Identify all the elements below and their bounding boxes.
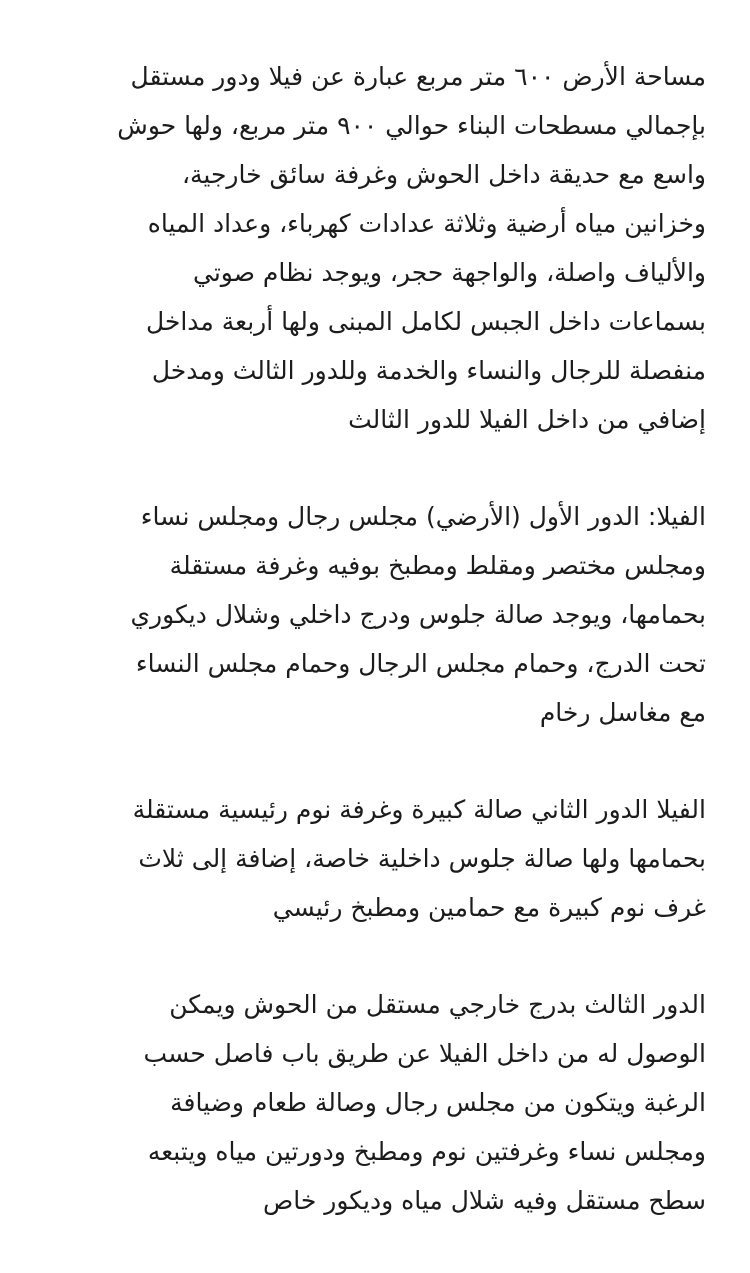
text-line: الفيلا: الدور الأول (الأرضي) مجلس رجال ومجلس نساء <box>140 502 706 531</box>
text-line: غرف نوم كبيرة مع حمامين ومطبخ رئيسي <box>272 893 706 922</box>
text-line: ومجلس مختصر ومقلط ومطبخ بوفيه وغرفة مستقلة <box>169 551 706 580</box>
text-line: تحت الدرج، وحمام مجلس الرجال وحمام مجلس النساء <box>135 649 706 678</box>
paragraph-overview <box>41 52 706 444</box>
text-line: واسع مع حديقة داخل الحوش وغرفة سائق خارجية، <box>181 160 706 189</box>
text-line: الفيلا الدور الثاني صالة كبيرة وغرفة نوم رئيسية مستقلة <box>132 795 706 824</box>
text-line: مساحة الأرض ٦٠٠ متر مربع عبارة عن فيلا ودور مستقل <box>130 62 706 91</box>
text-line: والألياف واصلة، والواجهة حجر، ويوجد نظام صوتي <box>192 258 706 287</box>
paragraph-third-floor <box>41 980 706 1225</box>
text-line: وخزانين مياه أرضية وثلاثة عدادات كهرباء، وعداد المياه <box>147 209 706 238</box>
text-line: سطح مستقل وفيه شلال مياه وديكور خاص <box>263 1186 706 1215</box>
text-line: الدور الثالث بدرج خارجي مستقل من الحوش ويمكن <box>169 990 706 1019</box>
text-line: الوصول له من داخل الفيلا عن طريق باب فاصل حسب <box>143 1039 706 1068</box>
text-line: الرغبة ويتكون من مجلس رجال وصالة طعام وضيافة <box>170 1088 706 1117</box>
text-line: ومجلس نساء وغرفتين نوم ومطبخ ودورتين مياه ويتبعه <box>147 1137 706 1166</box>
text-line: بسماعات داخل الجبس لكامل المبنى ولها أربعة مداخل <box>145 307 706 336</box>
text-line: مع مغاسل رخام <box>539 698 706 727</box>
text-line: بإجمالي مسطحات البناء حوالي ٩٠٠ متر مربع، ولها حوش <box>117 111 706 140</box>
text-line: إضافي من داخل الفيلا للدور الثالث <box>348 405 706 434</box>
property-description <box>41 52 706 1273</box>
text-line: بحمامها، ويوجد صالة جلوس ودرج داخلي وشلال ديكوري <box>130 600 706 629</box>
text-line: منفصلة للرجال والنساء والخدمة وللدور الثالث ومدخل <box>151 356 706 385</box>
text-line: بحمامها ولها صالة جلوس داخلية خاصة، إضافة إلى ثلاث <box>138 844 706 873</box>
paragraph-second-floor <box>41 785 706 932</box>
paragraph-first-floor <box>41 492 706 737</box>
